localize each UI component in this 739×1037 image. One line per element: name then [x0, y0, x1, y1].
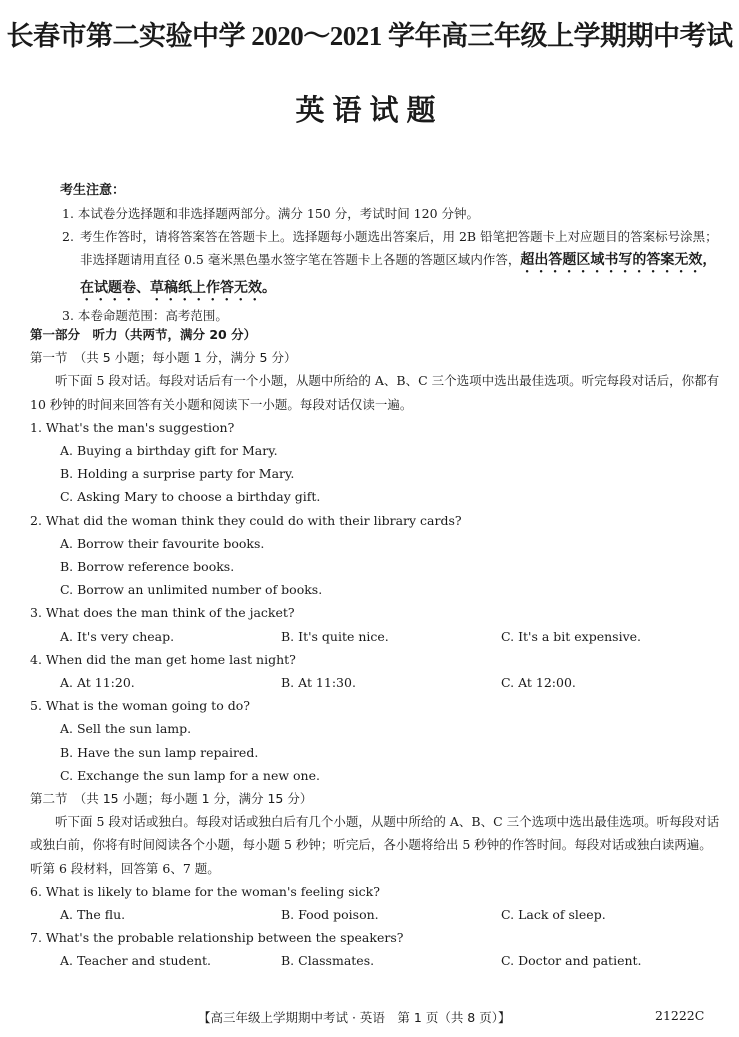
question-5-option-b: B. Have the sun lamp repaired. [60, 744, 259, 760]
question-7-option-c: C. Doctor and patient. [501, 953, 642, 969]
section-1-instructions: 听下面 5 段对话。每段对话后有一个小题，从题中所给的 A、B、C 三个选项中选出最佳选项。听完每段对话后，你都有 10 秒钟的时间来回答有关小题和阅读下一小题。每段对话仅读一遍。 [30, 373, 720, 412]
question-2-stem: 2. What did the woman think they could do with their library cards? [30, 512, 462, 528]
question-2-option-b: B. Borrow reference books. [60, 559, 235, 575]
subject-title: 英语试题 [295, 93, 444, 127]
question-7-stem: 7. What's the probable relationship between the speakers? [30, 930, 404, 946]
listening-part [30, 323, 720, 973]
question-7-options [30, 949, 720, 972]
material-6-note: 听第 6 段材料，回答第 6、7 题。 [30, 860, 220, 876]
notice-item-1: 1. 本试卷分选择题和非选择题两部分。满分 150 分，考试时间 120 分钟。 [62, 206, 480, 221]
question-3-option-b: B. It's quite nice. [281, 628, 389, 644]
notice-heading: 考生注意： [60, 183, 126, 198]
question-6-option-a: A. The flu. [60, 907, 126, 923]
question-7-option-b: B. Classmates. [281, 953, 375, 969]
section-2-instructions: 听下面 5 段对话或独白。每段对话或独白后有几个小题，从题中所给的 A、B、C 三个选项中选出最佳选项。听每段对话或独白前，你将有时间阅读各个小题，每小题 5 秒钟；听完后，各小题将给出 5 秒钟的作答时间。每段对话或独白读两遍。 [30, 814, 720, 853]
section-1-title: 第一节 （共 5 小题；每小题 1 分，满分 5 分） [30, 350, 297, 366]
question-2-option-a: A. Borrow their favourite books. [60, 535, 265, 551]
notice-item-2-text: 考生作答时，请将答案答在答题卡上。选择题每小题选出答案后，用 2B 铅笔把答题卡上对应题目的答案标号涂黑；非选择题请用直径 0.5 毫米黑色墨水签字笔在答题卡上各题的答题区域内作答， [80, 229, 718, 267]
part-1-title: 第一部分 听力（共两节，满分 20 分） [30, 327, 257, 342]
question-4-option-c: C. At 12:00. [501, 675, 576, 691]
section-2-title: 第二节 （共 15 小题；每小题 1 分，满分 15 分） [30, 791, 313, 807]
question-5-stem: 5. What is the woman going to do? [30, 698, 250, 714]
question-4-option-a: A. At 11:20. [60, 675, 135, 691]
question-6-stem: 6. What is likely to blame for the woman's feeling sick? [30, 883, 380, 899]
question-1-option-c: C. Asking Mary to choose a birthday gift. [60, 489, 321, 505]
question-6-option-b: B. Food poison. [281, 907, 379, 923]
question-4-options [30, 671, 720, 694]
question-2-option-c: C. Borrow an unlimited number of books. [60, 582, 323, 598]
question-7-option-a: A. Teacher and student. [60, 953, 212, 969]
exam-title: 长春市第二实验中学 2020～2021 学年高三年级上学期期中考试 [6, 21, 733, 51]
footer-code: 21222C [655, 1008, 705, 1023]
question-1-stem: 1. What's the man's suggestion? [30, 419, 235, 435]
question-3-options [30, 625, 720, 648]
notice-item-3: 3. 本卷命题范围：高考范围。 [62, 308, 228, 323]
question-6-options [30, 903, 720, 926]
question-5-option-a: A. Sell the sun lamp. [60, 721, 192, 737]
question-5-option-c: C. Exchange the sun lamp for a new one. [60, 767, 320, 783]
question-4-option-b: B. At 11:30. [281, 675, 356, 691]
question-3-option-a: A. It's very cheap. [60, 628, 175, 644]
question-1-option-a: A. Buying a birthday gift for Mary. [60, 443, 278, 459]
question-6-option-c: C. Lack of sleep. [501, 907, 606, 923]
notice-item-2-emphasis: 超出答题区域书写的答案无效，在试题卷、草稿纸上作答无效。 [80, 252, 717, 296]
question-3-stem: 3. What does the man think of the jacket? [30, 605, 295, 621]
question-1-option-b: B. Holding a surprise party for Mary. [60, 466, 295, 482]
question-3-option-c: C. It's a bit expensive. [501, 628, 642, 644]
notice-item-2-number: 2. [62, 229, 74, 244]
notice-block [62, 179, 718, 327]
footer-page-info: 【高三年级上学期期中考试 · 英语 第 1 页（共 8 页）】 [198, 1010, 511, 1025]
question-4-stem: 4. When did the man get home last night? [30, 651, 296, 667]
notice-item-2 [62, 225, 718, 304]
